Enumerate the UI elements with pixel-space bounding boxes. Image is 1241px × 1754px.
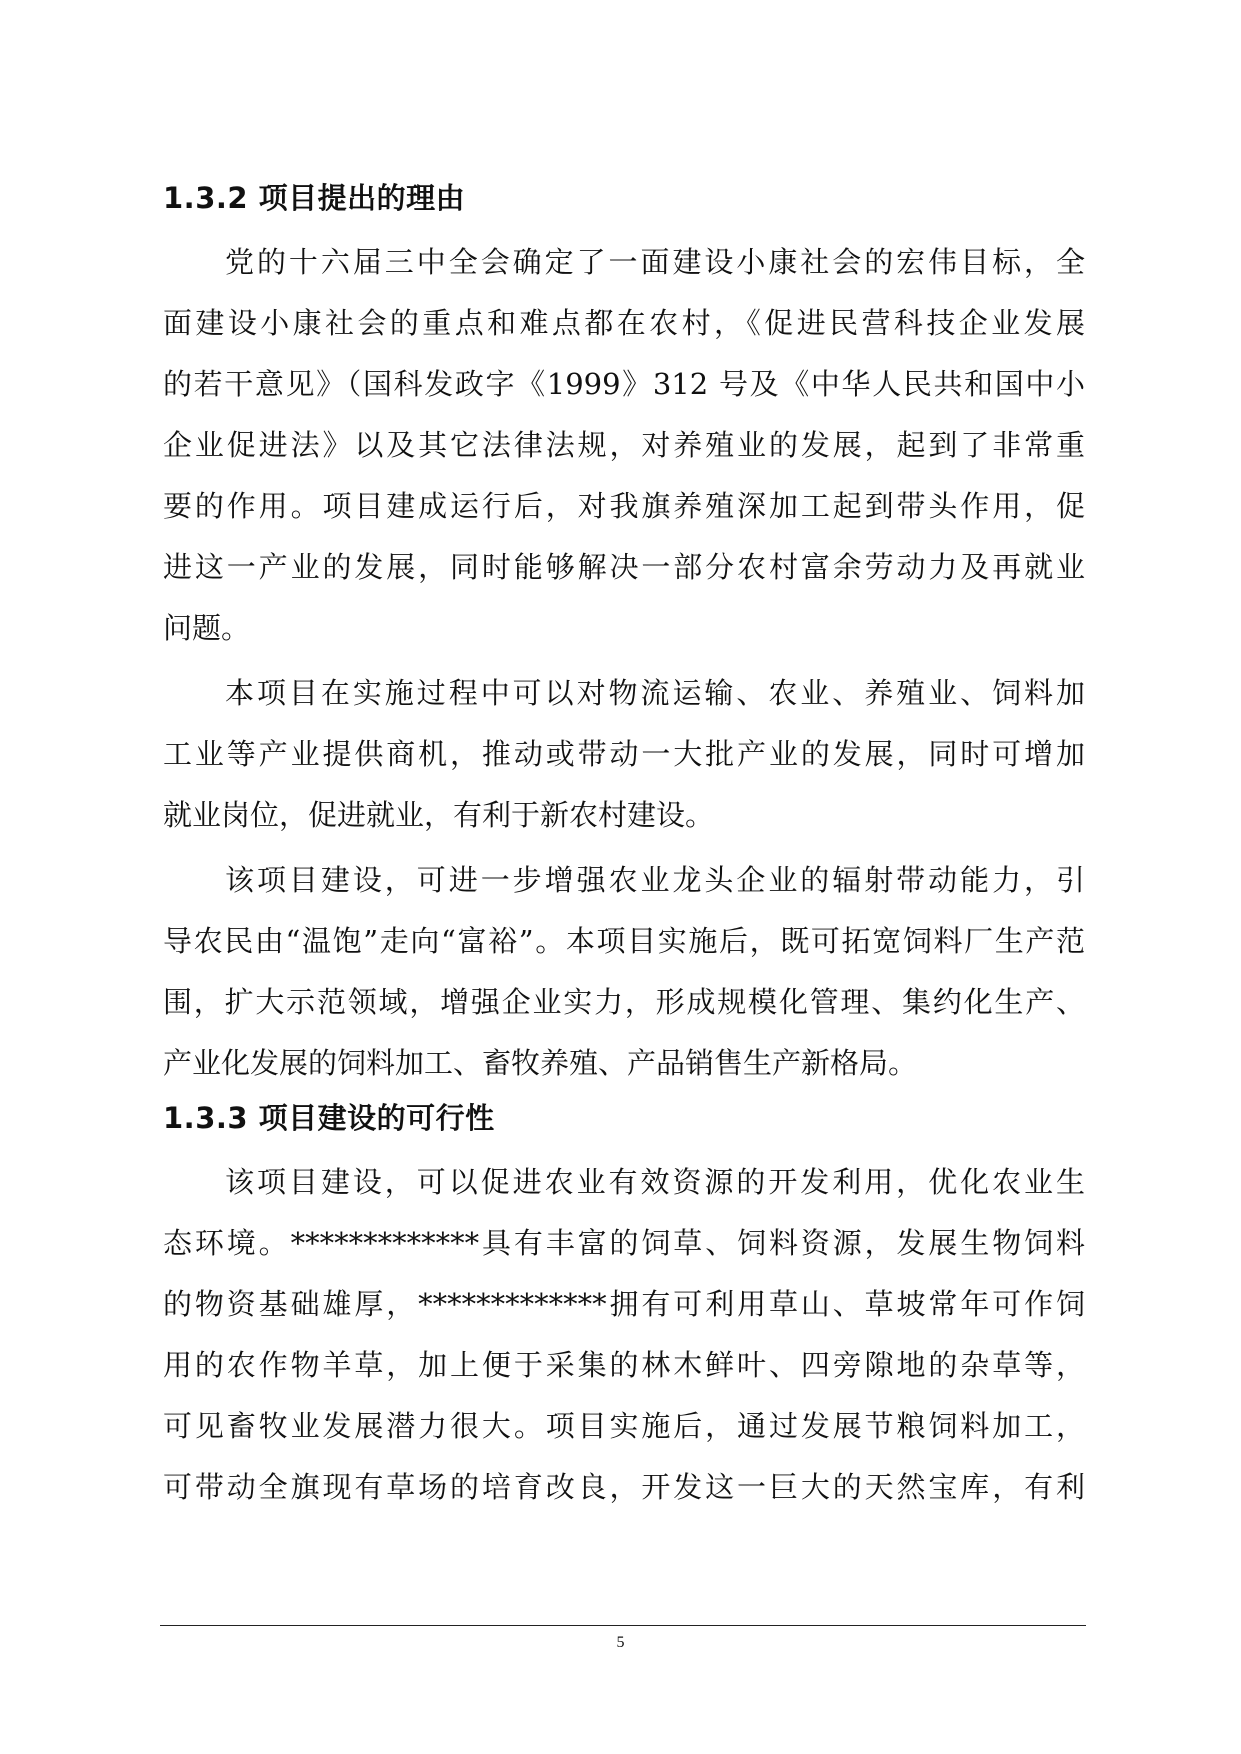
text-line: 围，扩大示范领域，增强企业实力，形成规模化管理、集约化生产、 [163, 985, 1085, 1019]
text-line: 的若干意见》（国科发政字《1999》312 号及《中华人民共和国中小 [163, 367, 1085, 401]
text-line: 本项目在实施过程中可以对物流运输、农业、养殖业、饲料加 [225, 676, 1085, 710]
text-line: 党的十六届三中全会确定了一面建设小康社会的宏伟目标，全 [225, 245, 1085, 279]
text-line: 可见畜牧业发展潜力很大。项目实施后，通过发展节粮饲料加工， [163, 1409, 1085, 1443]
text-line: 可带动全旗现有草场的培育改良，开发这一巨大的天然宝库，有利 [163, 1470, 1085, 1504]
page-content [163, 178, 1085, 1522]
text-line: 要的作用。项目建成运行后，对我旗养殖深加工起到带头作用，促 [163, 489, 1085, 523]
paragraph [163, 1152, 1085, 1518]
text-line: 就业岗位，促进就业，有利于新农村建设。 [163, 798, 715, 832]
text-line: 的物资基础雄厚，*************拥有可利用草山、草坡常年可作饲 [163, 1287, 1085, 1321]
text-line: 该项目建设，可以促进农业有效资源的开发利用，优化农业生 [225, 1165, 1085, 1199]
paragraph [163, 663, 1085, 846]
page-number: 5 [616, 1634, 625, 1651]
footer-divider [160, 1625, 1086, 1626]
text-line: 产业化发展的饲料加工、畜牧养殖、产品销售生产新格局。 [163, 1046, 918, 1080]
text-line: 工业等产业提供商机，推动或带动一大批产业的发展，同时可增加 [163, 737, 1085, 771]
text-line: 企业促进法》以及其它法律法规，对养殖业的发展，起到了非常重 [163, 428, 1085, 462]
text-line: 该项目建设，可进一步增强农业龙头企业的辐射带动能力，引 [225, 863, 1085, 897]
paragraph [163, 232, 1085, 659]
text-line: 态环境。*************具有丰富的饲草、饲料资源，发展生物饲料 [163, 1226, 1085, 1260]
text-line: 导农民由“温饱”走向“富裕”。本项目实施后，既可拓宽饲料厂生产范 [163, 924, 1085, 958]
text-line: 问题。 [163, 611, 251, 645]
text-line: 面建设小康社会的重点和难点都在农村，《促进民营科技企业发展 [163, 306, 1085, 340]
section-heading-1-3-2: 1.3.2 项目提出的理由 [163, 181, 466, 215]
section-heading-1-3-3: 1.3.3 项目建设的可行性 [163, 1101, 495, 1135]
paragraph [163, 850, 1085, 1094]
text-line: 进这一产业的发展，同时能够解决一部分农村富余劳动力及再就业 [163, 550, 1085, 584]
text-line: 用的农作物羊草，加上便于采集的林木鲜叶、四旁隙地的杂草等， [163, 1348, 1085, 1382]
